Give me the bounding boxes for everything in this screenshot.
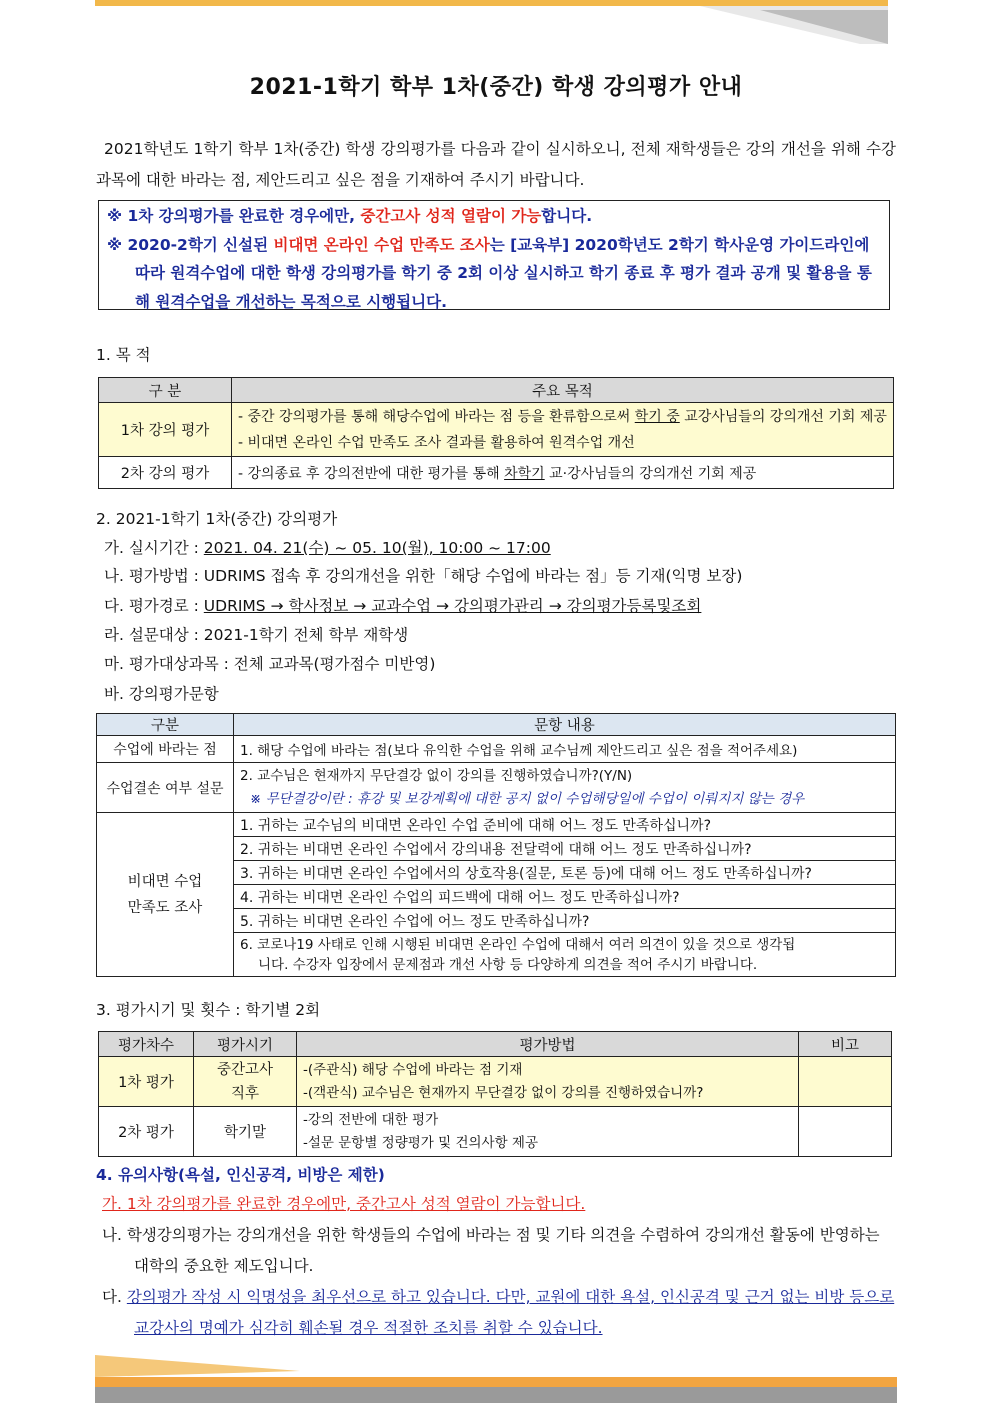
q-row1-content: 1. 해당 수업에 바라는 점(보다 유익한 수업을 위해 교수님께 제안드리고 싶은 점을 적어주세요)	[234, 736, 896, 763]
q-row2-content: 2. 교수님은 현재까지 무단결강 없이 강의를 진행하였습니까?(Y/N) ※ 무단결강이란 : 휴강 및 보강계획에 대한 공지 없이 수업해당일에 수업이 이뤄지지 않는 경우	[234, 763, 896, 813]
q-item-1: 1. 귀하는 교수님의 비대면 온라인 수업 준비에 대해 어느 정도 만족하십니까?	[234, 813, 896, 837]
schedule-r1-note	[799, 1057, 892, 1107]
q-item-5: 5. 귀하는 비대면 온라인 수업에 어느 정도 만족하십니까?	[234, 909, 896, 933]
eval-courses: 마. 평가대상과목 : 전체 교과목(평가점수 미반영)	[104, 655, 436, 673]
purpose-header-goal: 주요 목적	[232, 378, 894, 403]
q-item-4: 4. 귀하는 비대면 온라인 수업의 피드백에 대해 어느 정도 만족하십니까?	[234, 885, 896, 909]
notice-box	[98, 200, 890, 310]
q-item-2: 2. 귀하는 비대면 온라인 수업에서 강의내용 전달력에 대해 어느 정도 만족하십니까?	[234, 837, 896, 861]
purpose-row1-content: - 중간 강의평가를 통해 해당수업에 바라는 점 등을 환류함으로써 학기 중 교강사님들의 강의개선 기회 제공 - 비대면 온라인 수업 만족도 조사 결과를 활용하여 원격수업 개선	[232, 403, 894, 457]
questions-header-content: 문항 내용	[234, 714, 896, 736]
eval-questions-heading: 바. 강의평가문항	[104, 685, 219, 703]
schedule-r1-time: 중간고사 직후	[194, 1057, 297, 1107]
intro-paragraph: 2021학년도 1학기 학부 1차(중간) 학생 강의평가를 다음과 같이 실시하오니, 전체 재학생들은 강의 개선을 위해 수강과목에 대한 바라는 점, 제안드리고 싶은 점을 기재하여 주시기 바랍니다.	[96, 140, 896, 189]
q-item-6: 6. 코로나19 사태로 인해 시행된 비대면 온라인 수업에 대해서 여러 의견이 있을 것으로 생각됩 니다. 수강자 입장에서 문제점과 개선 사항 등 다양하게 의견을 적어 주시기 바랍니다.	[234, 933, 896, 977]
header-decoration	[0, 0, 992, 48]
section-2-heading: 2. 2021-1학기 1차(중간) 강의평가	[96, 510, 338, 528]
eval-method: 나. 평가방법 : UDRIMS 접속 후 강의개선을 위한「해당 수업에 바라는 점」등 기재(익명 보장)	[104, 567, 743, 585]
purpose-table	[98, 377, 894, 489]
eval-period: 가. 실시기간 : 2021. 04. 21(수) ~ 05. 10(월), 10:00 ~ 17:00	[104, 539, 551, 557]
purpose-row1-label: 1차 강의 평가	[99, 403, 232, 457]
q-row1-label: 수업에 바라는 점	[97, 736, 234, 763]
eval-target: 라. 설문대상 : 2021-1학기 전체 학부 재학생	[104, 626, 409, 644]
purpose-row2-label: 2차 강의 평가	[99, 457, 232, 489]
q-item-3: 3. 귀하는 비대면 온라인 수업에서의 상호작용(질문, 토론 등)에 대해 어느 정도 만족하십니까?	[234, 861, 896, 885]
section-4-heading: 4. 유의사항(욕설, 인신공격, 비방은 제한)	[96, 1166, 385, 1184]
caution-da: 다. 강의평가 작성 시 익명성을 최우선으로 하고 있습니다. 다만, 교원에 대한 욕설, 인신공격 및 근거 없는 비방 등으로 교강사의 명예가 심각히 훼손될 경우 적절한 조치를 취할 수 있습니다.	[102, 1288, 895, 1337]
questions-table	[96, 713, 896, 977]
eval-route: 다. 평가경로 : UDRIMS → 학사정보 → 교과수업 → 강의평가관리 → 강의평가등록및조회	[104, 597, 702, 615]
schedule-r2-note	[799, 1107, 892, 1157]
q-row3-label: 비대면 수업 만족도 조사	[97, 813, 234, 977]
schedule-r2-label: 2차 평가	[99, 1107, 194, 1157]
schedule-r2-time: 학기말	[194, 1107, 297, 1157]
q-row2-label: 수업결손 여부 설문	[97, 763, 234, 813]
section-1-heading: 1. 목 적	[96, 346, 151, 364]
schedule-r2-method: -강의 전반에 대한 평가 -설문 문항별 정량평가 및 건의사항 제공	[297, 1107, 799, 1157]
page-title: 2021-1학기 학부 1차(중간) 학생 강의평가 안내	[249, 75, 743, 100]
schedule-r1-method: -(주관식) 해당 수업에 바라는 점 기재 -(객관식) 교수님은 현재까지 무단결강 없이 강의를 진행하였습니까?	[297, 1057, 799, 1107]
schedule-table	[98, 1031, 892, 1157]
footer-decoration	[0, 1355, 992, 1403]
notice-line-2: ※ 2020-2학기 신설된 비대면 온라인 수업 만족도 조사는 [교육부] 2020학년도 2학기 학사운영 가이드라인에 따라 원격수업에 대한 학생 강의평가를 학기 중 2회 이상 실시하고 학기 종료 후 평가 결과 공개 및 활용을 통해 원격수업을 개선하는 목적으로 시행됩니다.	[107, 235, 872, 311]
schedule-header-round: 평가차수	[99, 1032, 194, 1057]
questions-header-category: 구분	[97, 714, 234, 736]
schedule-header-time: 평가시기	[194, 1032, 297, 1057]
schedule-header-method: 평가방법	[297, 1032, 799, 1057]
notice-line-1: ※ 1차 강의평가를 완료한 경우에만, 중간고사 성적 열람이 가능합니다.	[107, 207, 593, 225]
purpose-header-category: 구 분	[99, 378, 232, 403]
caution-na: 나. 학생강의평가는 강의개선을 위한 학생들의 수업에 바라는 점 및 기타 의견을 수렴하여 강의개선 활동에 반영하는 대학의 중요한 제도입니다.	[102, 1226, 880, 1275]
caution-list	[102, 1189, 898, 1344]
caution-ga: 가. 1차 강의평가를 완료한 경우에만, 중간고사 성적 열람이 가능합니다.	[102, 1195, 586, 1213]
schedule-r1-label: 1차 평가	[99, 1057, 194, 1107]
schedule-header-note: 비고	[799, 1032, 892, 1057]
purpose-row2-content: - 강의종료 후 강의전반에 대한 평가를 통해 차학기 교·강사님들의 강의개선 기회 제공	[232, 457, 894, 489]
section-3-heading: 3. 평가시기 및 횟수 : 학기별 2회	[96, 1001, 321, 1019]
